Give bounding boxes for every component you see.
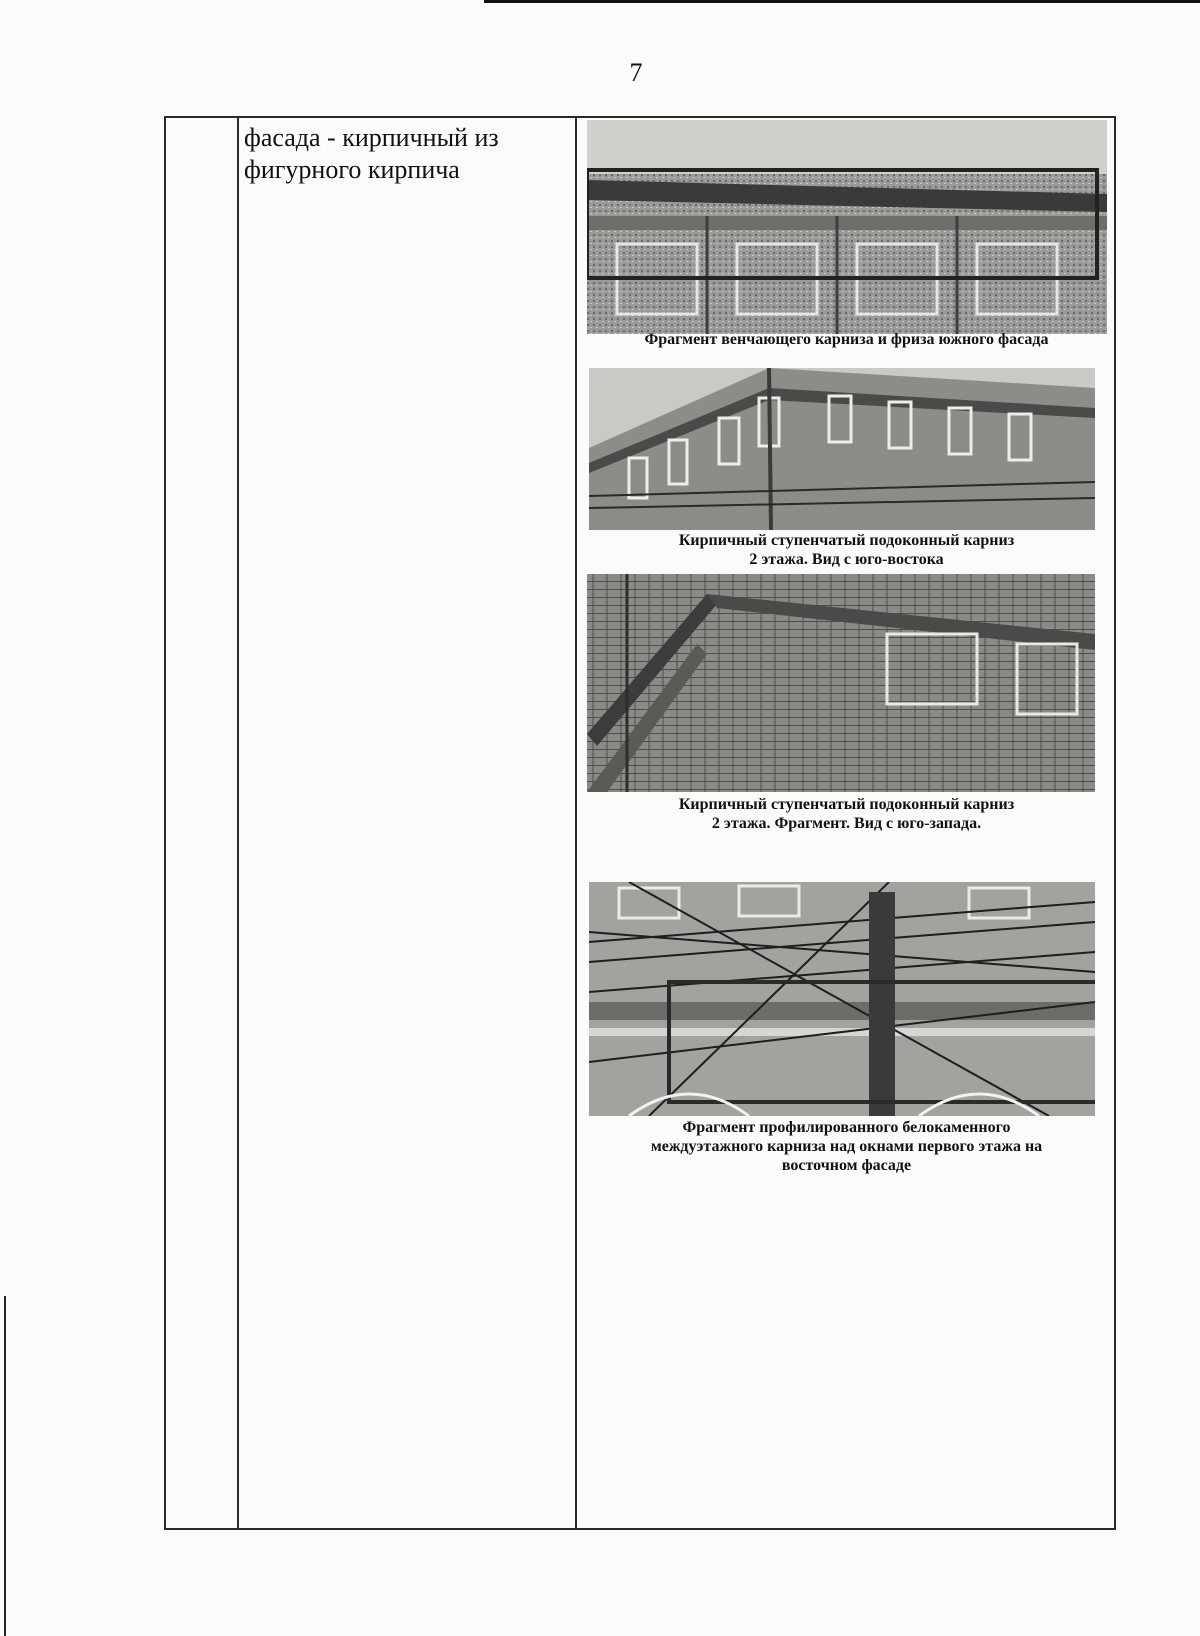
figure-1-caption [579, 330, 1114, 349]
figure-2-caption [579, 531, 1114, 569]
caption-line: Кирпичный ступенчатый подоконный карниз [678, 796, 1015, 813]
figure-4-caption [579, 1118, 1114, 1175]
photo-cornice-frieze-south [587, 120, 1107, 334]
scan-edge-mark [4, 1296, 6, 1636]
description-cell: фасада - кирпичный из фигурного кирпича [244, 123, 499, 184]
caption-line: восточном фасаде [781, 1157, 912, 1174]
figure-3-caption [579, 795, 1114, 833]
caption-line: 2 этажа. Вид с юго-востока [749, 551, 944, 568]
column-divider-1 [237, 118, 239, 1528]
top-rule [484, 0, 1200, 3]
column-divider-2 [575, 118, 577, 1528]
photo-interfloor-cornice-east [589, 882, 1095, 1116]
photo-corner-southeast [589, 368, 1095, 530]
caption-line: 2 этажа. Фрагмент. Вид с юго-запада. [711, 815, 982, 832]
page-number: 7 [629, 58, 643, 87]
caption-line: междуэтажного карниза над окнами первого этажа на [650, 1138, 1043, 1155]
caption-line: Фрагмент профилированного белокаменного [682, 1119, 1011, 1136]
photo-corner-southwest-fragment [587, 574, 1095, 792]
caption-line: Кирпичный ступенчатый подоконный карниз [678, 532, 1015, 549]
document-table [164, 116, 1116, 1530]
caption-line: Фрагмент венчающего карниза и фриза южного фасада [644, 331, 1049, 348]
